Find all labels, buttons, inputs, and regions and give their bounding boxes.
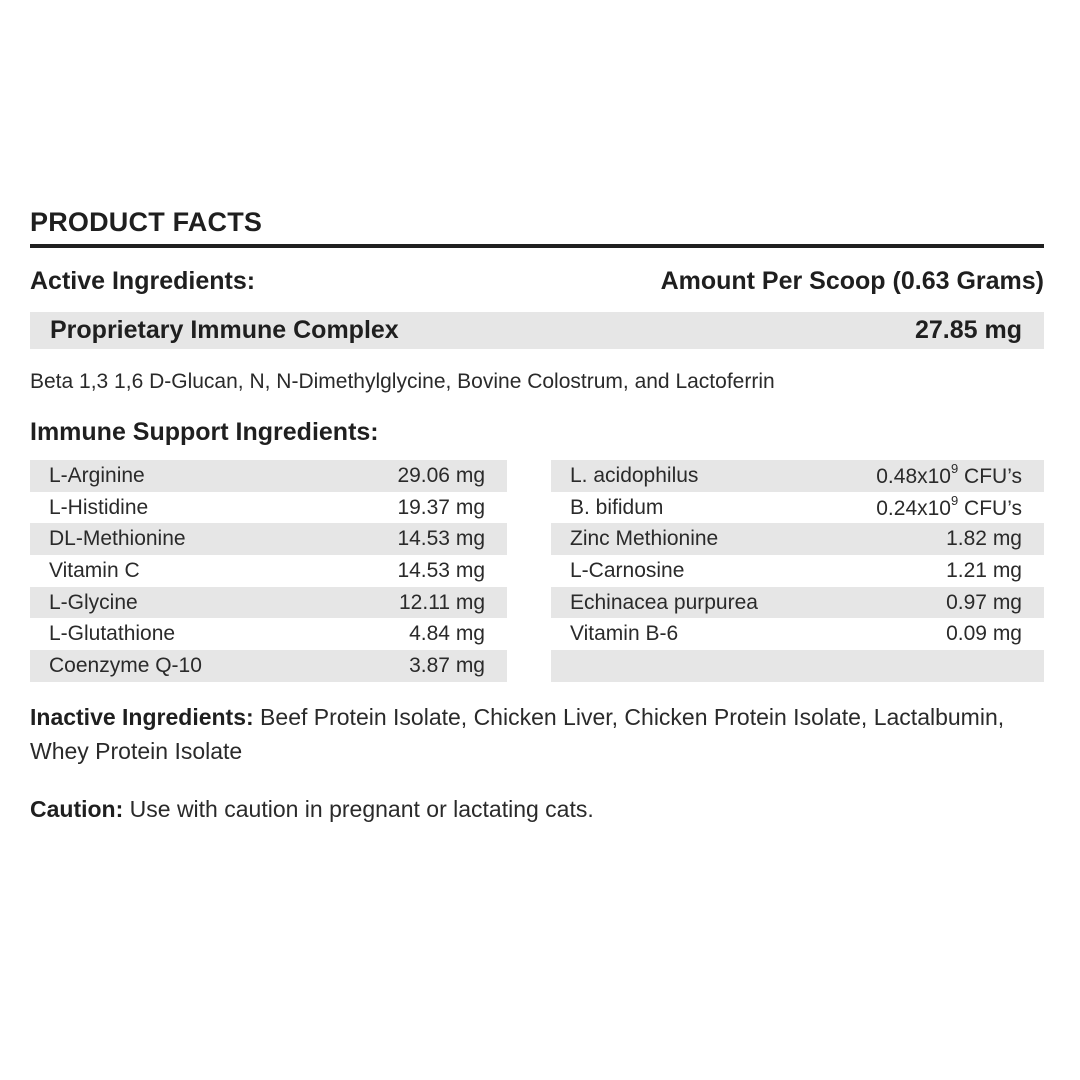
ingredient-name: B. bifidum [570, 495, 664, 519]
ingredient-name: L-Histidine [49, 495, 149, 519]
caution-note [30, 792, 1044, 826]
ingredient-amount: 14.53 mg [397, 527, 485, 551]
product-facts-title: PRODUCT FACTS [30, 207, 263, 237]
table-row-empty [551, 650, 1044, 682]
ingredient-name: L-Arginine [49, 463, 145, 487]
ingredient-amount: 4.84 mg [409, 622, 485, 646]
caution-text: Use with caution in pregnant or lactating cats. [123, 795, 594, 822]
title-divider [30, 244, 1044, 248]
ingredient-amount: 1.82 mg [946, 527, 1022, 551]
inactive-ingredients-label: Inactive Ingredients: [30, 703, 254, 730]
ingredient-name: L. acidophilus [570, 463, 699, 487]
caution-label: Caution: [30, 795, 124, 822]
ingredient-name: Vitamin C [49, 558, 140, 582]
ingredient-amount: 19.37 mg [397, 495, 485, 519]
immune-support-tables [30, 460, 1044, 682]
ingredient-name: L-Glutathione [49, 622, 176, 646]
active-ingredients-header [30, 264, 1044, 298]
amount-per-scoop-label: Amount Per Scoop (0.63 Grams) [660, 267, 1044, 295]
ingredient-amount: 1.21 mg [946, 558, 1022, 582]
ingredient-amount: 3.87 mg [409, 653, 485, 677]
table-row [30, 618, 507, 650]
amount-unit: CFU’s [958, 496, 1022, 520]
ingredient-amount [876, 460, 1022, 489]
immune-support-table-left [30, 460, 507, 682]
ingredient-amount: 29.06 mg [397, 463, 485, 487]
table-row [551, 492, 1044, 524]
table-row [30, 650, 507, 682]
active-ingredients-label: Active Ingredients: [30, 267, 256, 295]
table-row [551, 523, 1044, 555]
table-row [30, 555, 507, 587]
immune-support-table-right [551, 460, 1044, 682]
product-facts-panel [30, 200, 1044, 826]
ingredient-name: Coenzyme Q-10 [49, 653, 202, 677]
immune-support-heading: Immune Support Ingredients: [30, 418, 379, 446]
complex-name: Proprietary Immune Complex [50, 316, 399, 344]
table-row [551, 618, 1044, 650]
table-row [551, 555, 1044, 587]
table-row [30, 587, 507, 619]
ingredient-amount: 12.11 mg [399, 590, 485, 614]
amount-exponent: 9 [950, 460, 959, 476]
proprietary-complex-row [30, 312, 1044, 349]
inactive-ingredients-text: Beef Protein Isolate, Chicken Liver, Chicken Protein Isolate, Lactalbumin, Whey Protein Isolate [30, 703, 1005, 764]
amount-base: 0.24x10 [876, 496, 951, 520]
table-row [551, 460, 1044, 492]
ingredient-amount: 0.09 mg [946, 622, 1022, 646]
table-row [30, 523, 507, 555]
amount-exponent: 9 [950, 492, 959, 508]
ingredient-name: Vitamin B-6 [570, 622, 679, 646]
ingredient-amount: 0.97 mg [946, 590, 1022, 614]
ingredient-name: L-Glycine [49, 590, 138, 614]
ingredient-amount: 14.53 mg [397, 558, 485, 582]
table-row [30, 492, 507, 524]
ingredient-name: Echinacea purpurea [570, 590, 758, 614]
ingredient-amount [876, 492, 1022, 521]
ingredient-name: DL-Methionine [49, 527, 186, 551]
ingredient-name: L-Carnosine [570, 558, 685, 582]
ingredient-name: Zinc Methionine [570, 527, 719, 551]
amount-unit: CFU’s [958, 464, 1022, 488]
complex-description: Beta 1,3 1,6 D-Glucan, N, N-Dimethylglycine, Bovine Colostrum, and Lactoferrin [30, 370, 775, 393]
table-row [30, 460, 507, 492]
complex-amount: 27.85 mg [914, 316, 1022, 344]
amount-base: 0.48x10 [876, 464, 951, 488]
table-row [551, 587, 1044, 619]
inactive-ingredients [30, 700, 1044, 768]
